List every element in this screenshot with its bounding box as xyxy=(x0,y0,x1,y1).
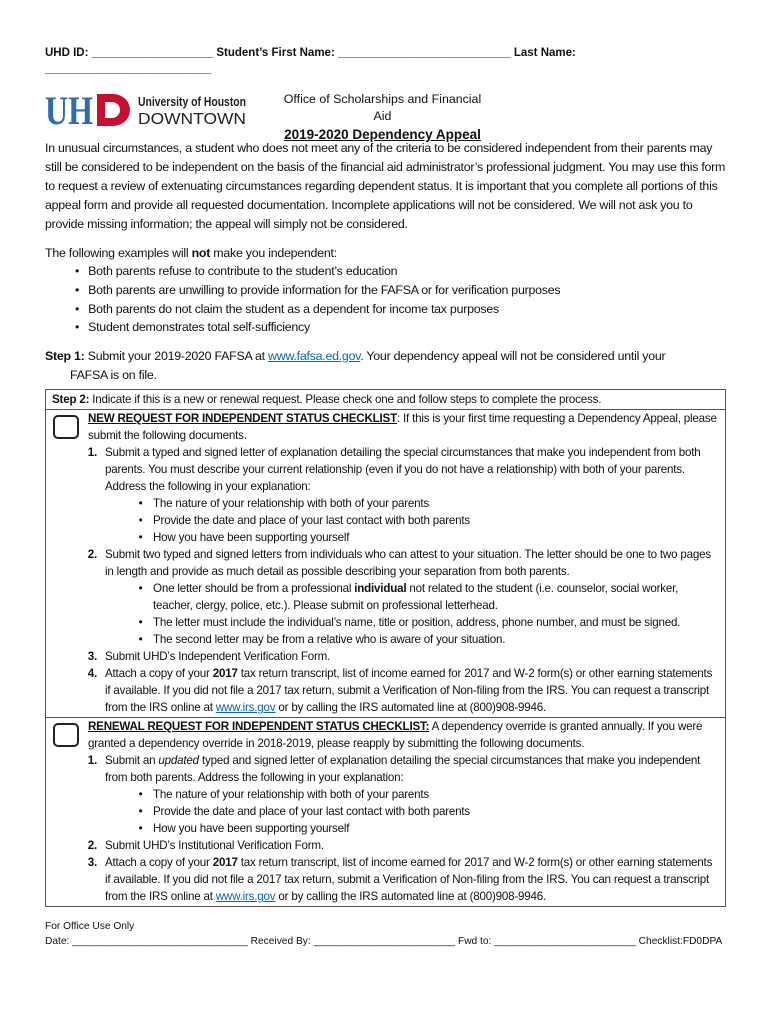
irs-link[interactable]: www.irs.gov xyxy=(215,890,276,904)
office-use-fields[interactable]: Date: _______________________________ Received By: _________________________ Fwd to: _________________________ Checklist:FD0DPA xyxy=(45,936,723,948)
svg-text:DOWNTOWN: DOWNTOWN xyxy=(138,111,246,128)
list-item: • Student demonstrates total self-sufficiency xyxy=(75,318,726,337)
office-use-label: For Office Use Only xyxy=(45,921,135,933)
fafsa-link[interactable]: www.fafsa.ed.gov xyxy=(268,349,361,364)
list-item: • Both parents are unwilling to provide information for the FAFSA or for verification purposes xyxy=(75,281,726,300)
intro-paragraph: In unusual circumstances, a student who does not meet any of the criteria to be considered independent from their parents may still be considered to be independent on the basis of the financial aid administrator’s professional judgment. You may use this form to request a review of extenuating circumstances regarding dependent status. It is important that you complete all portions of this appeal form and provide all requested documentation. Incomplete applications will not be considered. We will not ask you to provide missing information; the appeal will simply not be considered. xyxy=(45,141,726,231)
page-title: 2019-2020 Dependency Appeal xyxy=(284,127,481,142)
irs-link[interactable]: www.irs.gov xyxy=(215,701,276,715)
new-request-checkbox[interactable] xyxy=(53,415,79,439)
renewal-request-section: RENEWAL REQUEST FOR INDEPENDENT STATUS CHECKLIST: A dependency override is granted annually. If you were granted a dependency override in 2018-2019, please reapply by submitting the following documents. 1. Submit an updated typed and signed letter of explanation detailing the special circumstances that make you independent from both parents. Address the following in your explanation: • The nature of your relationship with both of your parents • Provide the date and place of your last contact with both parents • How you have been supporting yourself 2. Submit UHD’s Institutional Verification Form. 3. Attach a copy of your 2017 tax return transcript, list of income earned for 2017 and W-2 form(s) or other earning statements if available. If you did not file a 2017 tax return, submit a Verification of Non-filing from the IRS. You can request a transcript from the IRS online at www.irs.gov or by calling the IRS automated line at (800)908-9946. xyxy=(46,717,725,906)
examples-section: The following examples will not make you independent: • Both parents refuse to contribute to the student’s education • Both parents are unwilling to provide information for the FAFSA or for verification purposes • Both parents do not claim the student as a dependent for income tax purposes • Student demonstrates total self-sufficiency xyxy=(45,244,726,338)
student-info-fields[interactable]: UHD ID: ___________________ Student’s First Name: ___________________________ Last Name: __________________________ xyxy=(45,47,576,75)
svg-text:UH: UH xyxy=(45,88,93,133)
office-use-footer xyxy=(45,919,726,949)
renewal-request-checkbox[interactable] xyxy=(53,723,79,747)
office-name: Office of Scholarships and Financial Aid xyxy=(283,92,482,123)
uhd-logo xyxy=(45,88,250,133)
step-2-box: Step 2: Indicate if this is a new or renewal request. Please check one and follow steps to complete the process. NEW REQUEST FOR INDEPENDENT STATUS CHECKLIST: If this is your first time requesting a Dependency Appeal, please submit the following documents. 1. Submit a typed and signed letter of explanation detailing the special circumstances that make you independent from both parents. You must describe your current relationship (even if you do not have a relationship) with both of your parents. Address the following in your explanation: • The nature of your relationship with both of your parents • Provide the date and place of your last contact with both parents • How you have been supporting yourself 2. Submit two typed and signed letters from individuals who can attest to your situation. The letter should be one to two pages in length and provide as much detail as possible describing your separation from both parents. • One letter should be from a professional individual not related to the student (i.e. counselor, social worker, teacher, clergy, police, etc.). Please submit on professional letterhead. • The letter must include the individual’s name, title or position, address, phone number, and must be signed. • The second letter may be from a relative who is aware of your situation. 3. Submit UHD’s Independent Verification Form. 4. Attach a copy of your 2017 tax return transcript, list of income earned for 2017 and W-2 form(s) or other earning statements if available. If you did not file a 2017 tax return, submit a Verification of Non-filing from the IRS. You can request a transcript from the IRS online at www.irs.gov or by calling the IRS automated line at (800)908-9946. RENEWAL REQUEST FOR INDEPENDENT STATUS CHECKLIST: A dependency override is granted annually. If you were granted a dependency override in 2018-2019, please reapply by submitting the following documents. 1. Submit an updated typed and signed letter of explanation detailing the special circumstances that make you independent from both parents. Address the following in your explanation: • The nature of your relationship with both of your parents • Provide the date and place of your last contact with both parents • How you have been supporting yourself 2. Submit UHD’s Institutional Verification Form. 3. Attach a copy of your 2017 tax return transcript, list of income earned for 2017 and W-2 form(s) or other earning statements if available. If you did not file a 2017 tax return, submit a Verification of Non-filing from the IRS. You can request a transcript from the IRS online at www.irs.gov or by calling the IRS automated line at (800)908-9946. xyxy=(45,389,726,907)
list-item: • Both parents refuse to contribute to the student’s education xyxy=(75,262,726,281)
new-request-section: NEW REQUEST FOR INDEPENDENT STATUS CHECKLIST: If this is your first time requesting a Dependency Appeal, please submit the following documents. 1. Submit a typed and signed letter of explanation detailing the special circumstances that make you independent from both parents. You must describe your current relationship (even if you do not have a relationship) with both of your parents. Address the following in your explanation: • The nature of your relationship with both of your parents • Provide the date and place of your last contact with both parents • How you have been supporting yourself 2. Submit two typed and signed letters from individuals who can attest to your situation. The letter should be one to two pages in length and provide as much detail as possible describing your separation from both parents. • One letter should be from a professional individual not related to the student (i.e. counselor, social worker, teacher, clergy, police, etc.). Please submit on professional letterhead. • The letter must include the individual’s name, title or position, address, phone number, and must be signed. • The second letter may be from a relative who is aware of your situation. 3. Submit UHD’s Independent Verification Form. 4. Attach a copy of your 2017 tax return transcript, list of income earned for 2017 and W-2 form(s) or other earning statements if available. If you did not file a 2017 tax return, submit a Verification of Non-filing from the IRS. You can request a transcript from the IRS online at www.irs.gov or by calling the IRS automated line at (800)908-9946. xyxy=(46,410,725,717)
list-item: • Both parents do not claim the student as a dependent for income tax purposes xyxy=(75,300,726,319)
step-1: Step 1: Submit your 2019-2020 FAFSA at www.fafsa.ed.gov. Your dependency appeal will not be considered until your FAFSA is on file. xyxy=(45,349,666,383)
svg-text:University of Houston: University of Houston xyxy=(138,95,246,109)
